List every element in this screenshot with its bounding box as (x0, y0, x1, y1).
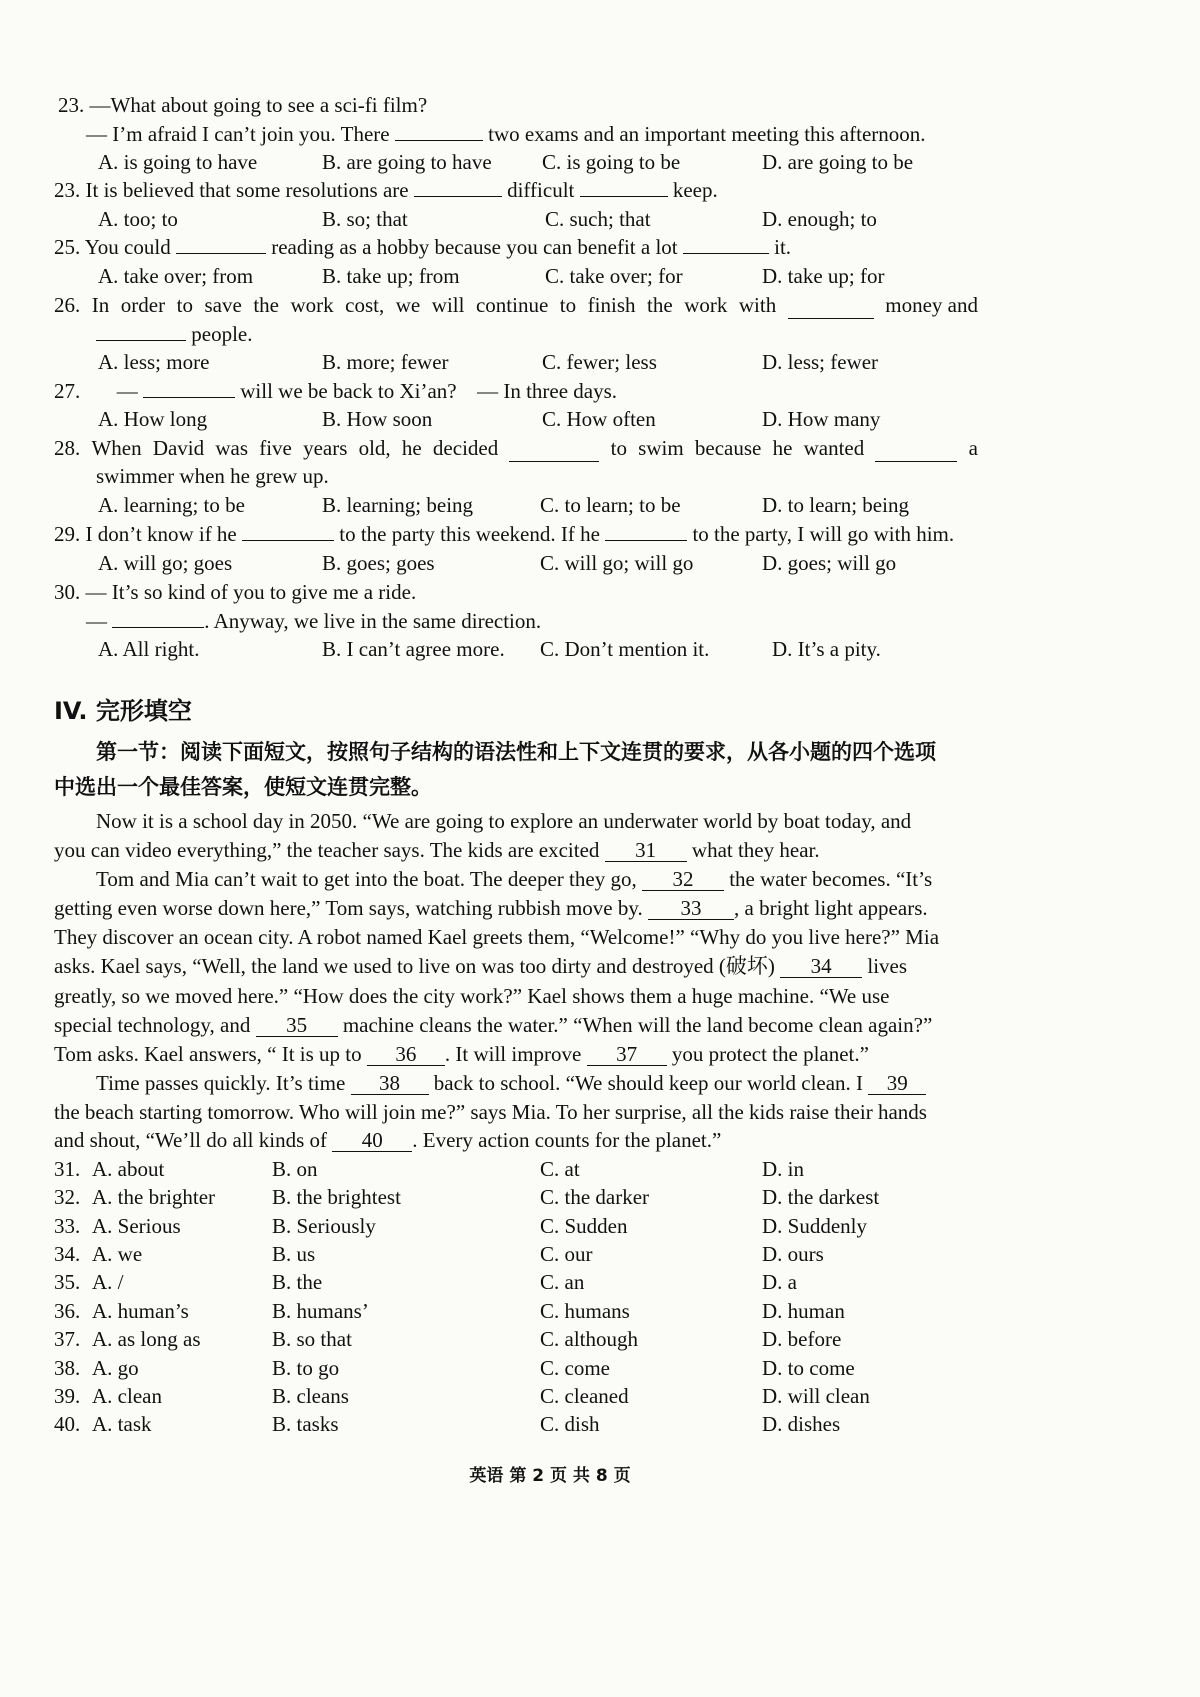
option-d: D. will clean (762, 1384, 870, 1408)
exam-page: 23. —What about going to see a sci-fi film? — I’m afraid I can’t join you. There two exams and an important meeting this afternoon. A. is going to have B. are going to have C. is going to be D. are going to be 23. It is believed that some resolutions are difficult keep. A. too; to B. so; that C. such; that D. enough; to 25. You could reading as a hobby because you can benefit a lot it. A. take over; from B. take up; from C. take over; for D. take up; for 26. In order to save the work cost, we will continue to finish the work with money and people. A. less; more B. more; fewer C. fewer; less D. less; fewer 27. — will we be back to Xi’an? — In three days. A. How long B. How soon C. How often D. How many 28. When David was five years old, he decided to swim because he wanted a swimmer when he grew up. A. learning; to be B. learning; being C. to learn; to be D. to learn; being 29. I don’t know if he to the party this weekend. If he to the party, I will go with him. A. will go; goes B. goes; goes C. will go; will go D. goes; will go 30. — It’s so kind of you to give me a ride. — . Anyway, we live in the same direction. A. All right. B. I can’t agree more. C. Don’t mention it. D. It’s a pity. IV. 完形填空 第一节：阅读下面短文，按照句子结构的语法性和上下文连贯的要求，从各小题的四个选项 中选出一个最佳答案，使短文连贯完整。 Now it is a school day in 2050. “We are going to explore an underwater world by boat today, and you can video everything,” the teacher says. The kids are excited 31 what they hear. Tom and Mia can’t wait to get into the boat. The deeper they go, 32 the water becomes. “It’s getting even worse down here,” Tom says, watching rubbish move by. 33 , a bright light appears. They discover an ocean city. A robot named Kael greets them, “Welcome!” “Why do you live here?” Mia asks. Kael says, “Well, the land we used to live on was too dirty and destroyed (破坏) 34 lives greatly, so we moved here.” “How does the city work?” Kael shows them a huge machine. “We use special technology, and 35 machine cleans the water.” “When will the land become clean again?” Tom asks. Kael answers, “ It is up to 36 . It will improve 37 you protect the planet.” Time passes quickly. It’s time 38 back to school. “We should keep our world clean. I 39 the beach starting tomorrow. Who will join me?” says Mia. To her surprise, all the kids raise their hands and shout, “We’ll do all kinds of 40 . Every action counts for the planet.” 31. A. about B. on C. at D. in 32. A. the brighter B. the brightest C. the darker D. the darkest 33. A. Serious B. Seriously C. Sudden D. Suddenly 34. A. we B. us C. our D. ours 35. A. / B. the C. an D. a 36. A. human’s B. humans’ C. humans D. human 37. A. as long as B. so that C. although D. before 38. A. go B. to go C. come D. to come 39. A. clean B. cleans C. cleaned D. will clean 40. A. task B. tasks C. dish D. dishes 英语 第 2 页 共 8 页 (0, 0, 1200, 1697)
option-c: C. at (540, 1157, 580, 1181)
option-a: A. go (92, 1356, 139, 1380)
cloze-blank-31: 31 (605, 839, 687, 862)
option-c: C. fewer; less (542, 350, 657, 374)
option-a: A. All right. (98, 637, 200, 661)
option-b: B. How soon (322, 407, 433, 431)
answer-blank (414, 196, 502, 197)
answer-blank (143, 397, 235, 398)
option-d: D. ours (762, 1242, 824, 1266)
cloze-blank-35: 35 (256, 1014, 338, 1037)
passage-line: special technology, and 35 machine cleans the water.” “When will the land become clean again?” (54, 1013, 933, 1037)
passage-line: Tom asks. Kael answers, “ It is up to 36 . It will improve 37 you protect the planet.” (54, 1042, 869, 1066)
option-c: C. our (540, 1242, 593, 1266)
cloze-blank-40: 40 (332, 1129, 412, 1152)
option-b: B. humans’ (272, 1299, 369, 1323)
option-c: C. come (540, 1356, 610, 1380)
option-d: D. are going to be (762, 150, 914, 174)
option-b: B. more; fewer (322, 350, 449, 374)
option-d: D. human (762, 1299, 845, 1323)
option-a: A. will go; goes (98, 551, 233, 575)
option-b: B. so; that (322, 207, 408, 231)
question-30-stem: 30. — It’s so kind of you to give me a ride. (54, 580, 417, 604)
option-d: D. It’s a pity. (772, 637, 881, 661)
option-b: B. the brightest (272, 1185, 401, 1209)
option-a: A. less; more (98, 350, 210, 374)
answer-blank (112, 627, 204, 628)
passage-line: the beach starting tomorrow. Who will join me?” says Mia. To her surprise, all the kids raise their hands (54, 1100, 927, 1124)
option-b: B. goes; goes (322, 551, 435, 575)
option-a: A. take over; from (98, 264, 254, 288)
passage-line: Time passes quickly. It’s time 38 back to school. “We should keep our world clean. I 39 (96, 1069, 926, 1097)
option-b: B. the (272, 1270, 323, 1294)
answer-blank (788, 291, 874, 319)
option-b: B. are going to have (322, 150, 492, 174)
passage-line: greatly, so we moved here.” “How does the city work?” Kael shows them a huge machine. “We use (54, 984, 890, 1008)
answer-blank (509, 434, 599, 462)
answer-blank (96, 340, 186, 341)
answer-blank (580, 196, 668, 197)
option-c: C. dish (540, 1412, 600, 1436)
option-d: D. take up; for (762, 264, 885, 288)
cloze-blank-32: 32 (642, 868, 724, 891)
section-heading: IV. 完形填空 (54, 697, 192, 725)
option-c: C. is going to be (542, 150, 681, 174)
option-b: B. us (272, 1242, 316, 1266)
option-c: C. Sudden (540, 1214, 628, 1238)
question-28-stem: 28. When David was five years old, he decided to swim because he wanted a (54, 436, 978, 460)
cloze-blank-38: 38 (351, 1072, 429, 1095)
answer-blank (242, 540, 334, 541)
question-26-line2: people. (96, 320, 252, 348)
option-d: D. How many (762, 407, 881, 431)
passage-line: and shout, “We’ll do all kinds of 40 . Every action counts for the planet.” (54, 1128, 722, 1152)
option-c: C. will go; will go (540, 551, 694, 575)
option-c: C. an (540, 1270, 585, 1294)
option-d: D. to come (762, 1356, 855, 1380)
option-b: B. to go (272, 1356, 340, 1380)
passage-line: you can video everything,” the teacher says. The kids are excited 31 what they hear. (54, 838, 820, 862)
question-23a-reply: — I’m afraid I can’t join you. There two exams and an important meeting this afternoon. (86, 122, 926, 146)
option-c: C. How often (542, 407, 656, 431)
answer-blank (683, 253, 769, 254)
option-c: C. humans (540, 1299, 630, 1323)
answer-blank (605, 540, 687, 541)
option-d: D. enough; to (762, 207, 877, 231)
option-d: D. a (762, 1270, 797, 1294)
option-c: C. to learn; to be (540, 493, 681, 517)
passage-line: Tom and Mia can’t wait to get into the boat. The deeper they go, 32 the water becomes. “It’s (96, 867, 933, 891)
option-c: C. cleaned (540, 1384, 629, 1408)
page-footer: 英语 第 2 页 共 8 页 (469, 1466, 631, 1486)
option-c: C. Don’t mention it. (540, 637, 710, 661)
cloze-blank-37: 37 (587, 1043, 667, 1066)
option-a: A. as long as (92, 1327, 201, 1351)
option-a: A. clean (92, 1384, 162, 1408)
option-d: D. goes; will go (762, 551, 897, 575)
cloze-blank-39: 39 (868, 1072, 926, 1095)
option-a: A. learning; to be (98, 493, 245, 517)
section-instructions-line2: 中选出一个最佳答案，使短文连贯完整。 (54, 775, 432, 799)
option-c: C. take over; for (545, 264, 683, 288)
cloze-blank-34: 34 (780, 955, 862, 978)
option-c: C. although (540, 1327, 638, 1351)
question-29-stem: 29. I don’t know if he to the party this weekend. If he to the party, I will go with him. (54, 522, 955, 546)
answer-blank (176, 253, 266, 254)
option-b: B. so that (272, 1327, 352, 1351)
question-28-line2: swimmer when he grew up. (96, 464, 329, 488)
option-b: B. I can’t agree more. (322, 637, 505, 661)
option-d: D. the darkest (762, 1185, 880, 1209)
question-number: 23. (58, 93, 85, 117)
question-25-stem: 25. You could reading as a hobby because you can benefit a lot it. (54, 235, 792, 259)
option-a: A. human’s (92, 1299, 189, 1323)
option-a: A. How long (98, 407, 208, 431)
option-a: A. we (92, 1242, 143, 1266)
question-27-stem: 27. — will we be back to Xi’an? — In three days. (54, 379, 618, 403)
option-b: B. on (272, 1157, 318, 1181)
option-a: A. is going to have (98, 150, 258, 174)
question-26-stem: 26. In order to save the work cost, we will continue to finish the work with money and (54, 293, 978, 317)
option-b: B. learning; being (322, 493, 474, 517)
question-23a-stem (58, 91, 427, 119)
option-c: C. the darker (540, 1185, 650, 1209)
answer-blank (395, 140, 483, 141)
option-a: A. task (92, 1412, 152, 1436)
option-b: B. take up; from (322, 264, 460, 288)
passage-line: asks. Kael says, “Well, the land we used to live on was too dirty and destroyed (破坏) 34 lives (54, 954, 908, 978)
option-a: A. too; to (98, 207, 178, 231)
passage-line: Now it is a school day in 2050. “We are going to explore an underwater world by boat today, and (96, 809, 912, 833)
cloze-blank-36: 36 (367, 1043, 445, 1066)
option-d: D. less; fewer (762, 350, 879, 374)
option-b: B. cleans (272, 1384, 349, 1408)
option-b: B. tasks (272, 1412, 339, 1436)
passage-line: getting even worse down here,” Tom says, watching rubbish move by. 33 , a bright light appears. (54, 896, 928, 920)
question-23b-stem: 23. It is believed that some resolutions are difficult keep. (54, 178, 718, 202)
option-b: B. Seriously (272, 1214, 376, 1238)
option-d: D. Suddenly (762, 1214, 867, 1238)
option-c: C. such; that (545, 207, 651, 231)
option-d: D. dishes (762, 1412, 841, 1436)
option-a: A. / (92, 1270, 124, 1294)
option-a: A. Serious (92, 1214, 181, 1238)
option-d: D. in (762, 1157, 804, 1181)
cloze-blank-33: 33 (648, 897, 734, 920)
question-30-reply: — . Anyway, we live in the same direction. (86, 609, 542, 633)
option-a: A. the brighter (92, 1185, 216, 1209)
section-instructions-line1: 第一节：阅读下面短文，按照句子结构的语法性和上下文连贯的要求，从各小题的四个选项 (96, 740, 936, 764)
option-d: D. before (762, 1327, 842, 1351)
answer-blank (875, 434, 957, 462)
option-d: D. to learn; being (762, 493, 909, 517)
passage-line: They discover an ocean city. A robot named Kael greets them, “Welcome!” “Why do you live here?” Mia (54, 925, 940, 949)
question-text: —What about going to see a sci-fi film? (89, 93, 428, 117)
option-a: A. about (92, 1157, 165, 1181)
